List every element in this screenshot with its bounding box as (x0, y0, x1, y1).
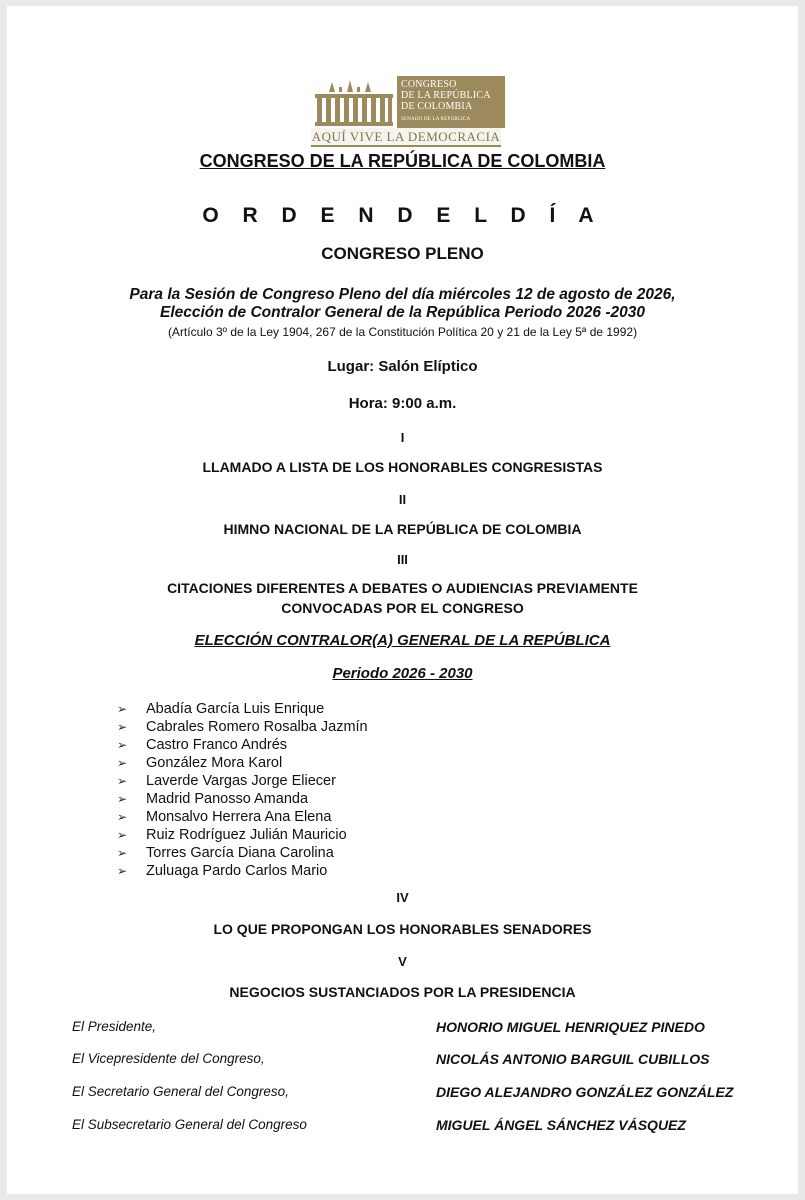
logo-text-line4: SENADO DE LA REPÚBLICA (401, 117, 471, 122)
list-item (117, 844, 368, 862)
logo-text-line2: DE LA REPÚBLICA (401, 90, 491, 101)
signature-name-vicepresident: NICOLÁS ANTONIO BARGUIL CUBILLOS (436, 1051, 710, 1067)
institution-title: CONGRESO DE LA REPÚBLICA DE COLOMBIA (199, 151, 606, 171)
candidate-name: Cabrales Romero Rosalba Jazmín (146, 719, 368, 735)
candidate-name: Torres García Diana Carolina (146, 845, 334, 861)
arrowhead-bullet-icon: ➢ (117, 756, 128, 770)
election-period: Periodo 2026 - 2030 (332, 665, 473, 682)
document-page (7, 6, 798, 1194)
section-title-3-line1: CITACIONES DIFERENTES A DEBATES O AUDIENCIAS PREVIAMENTE (167, 580, 638, 596)
list-item (117, 862, 368, 880)
signature-role-president: El Presidente, (72, 1019, 157, 1034)
list-item (117, 736, 368, 754)
section-numeral-4: IV (396, 890, 409, 905)
list-item (117, 790, 368, 808)
candidate-name: Zuluaga Pardo Carlos Mario (146, 863, 328, 879)
section-title-1: LLAMADO A LISTA DE LOS HONORABLES CONGRESISTAS (202, 459, 603, 475)
arrowhead-bullet-icon: ➢ (117, 702, 128, 716)
logo-text-line3: DE COLOMBIA (401, 101, 473, 112)
election-title: ELECCIÓN CONTRALOR(A) GENERAL DE LA REPÚBLICA (194, 632, 611, 649)
arrowhead-bullet-icon: ➢ (117, 864, 128, 878)
congress-logo (309, 72, 505, 146)
candidate-name: Madrid Panosso Amanda (146, 791, 309, 807)
section-title-3-line2: CONVOCADAS POR EL CONGRESO (281, 600, 524, 616)
signature-role-vicepresident: El Vicepresidente del Congreso, (72, 1051, 265, 1066)
arrowhead-bullet-icon: ➢ (117, 810, 128, 824)
candidate-name: Castro Franco Andrés (146, 737, 288, 753)
section-title-2: HIMNO NACIONAL DE LA REPÚBLICA DE COLOMBIA (223, 521, 582, 537)
section-numeral-5: V (398, 954, 407, 969)
session-date-line: Para la Sesión de Congreso Pleno del día miércoles 12 de agosto de 2026, (129, 286, 676, 303)
document-title: O R D E N D E L D Í A (202, 204, 603, 227)
list-item (117, 754, 368, 772)
section-numeral-1: I (400, 430, 405, 445)
arrowhead-bullet-icon: ➢ (117, 792, 128, 806)
legal-reference: (Artículo 3º de la Ley 1904, 267 de la Constitución Política 20 y 21 de la Ley 5ª de 1992) (167, 325, 638, 339)
logo-text-line1: CONGRESO (401, 79, 457, 90)
list-item (117, 700, 368, 718)
arrowhead-bullet-icon: ➢ (117, 720, 128, 734)
list-item (117, 772, 368, 790)
arrowhead-bullet-icon: ➢ (117, 774, 128, 788)
candidate-name: Ruiz Rodríguez Julián Mauricio (146, 827, 347, 843)
list-item (117, 718, 368, 736)
candidate-list (117, 700, 368, 880)
session-purpose-line: Elección de Contralor General de la República Periodo 2026 -2030 (160, 304, 645, 321)
signature-name-president: HONORIO MIGUEL HENRIQUEZ PINEDO (436, 1019, 705, 1035)
logo-tagline: AQUÍ VIVE LA DEMOCRACIA (311, 128, 501, 147)
list-item (117, 826, 368, 844)
session-type: CONGRESO PLENO (321, 244, 484, 263)
venue-time: Hora: 9:00 a.m. (348, 395, 457, 412)
signature-role-secretary: El Secretario General del Congreso, (72, 1084, 289, 1099)
section-title-5: NEGOCIOS SUSTANCIADOS POR LA PRESIDENCIA (229, 984, 576, 1000)
arrowhead-bullet-icon: ➢ (117, 846, 128, 860)
section-numeral-3: III (397, 552, 408, 567)
section-numeral-2: II (398, 492, 407, 507)
arrowhead-bullet-icon: ➢ (117, 738, 128, 752)
venue-location: Lugar: Salón Elíptico (327, 358, 478, 375)
signature-name-secretary: DIEGO ALEJANDRO GONZÁLEZ GONZÁLEZ (436, 1084, 734, 1100)
candidate-name: Abadía García Luis Enrique (146, 701, 325, 717)
signature-role-subsecretary: El Subsecretario General del Congreso (72, 1117, 307, 1132)
section-title-4: LO QUE PROPONGAN LOS HONORABLES SENADORES (213, 921, 592, 937)
candidate-name: González Mora Karol (146, 755, 283, 771)
candidate-name: Laverde Vargas Jorge Eliecer (146, 773, 336, 789)
list-item (117, 808, 368, 826)
signature-name-subsecretary: MIGUEL ÁNGEL SÁNCHEZ VÁSQUEZ (436, 1117, 686, 1133)
arrowhead-bullet-icon: ➢ (117, 828, 128, 842)
candidate-name: Monsalvo Herrera Ana Elena (146, 809, 332, 825)
